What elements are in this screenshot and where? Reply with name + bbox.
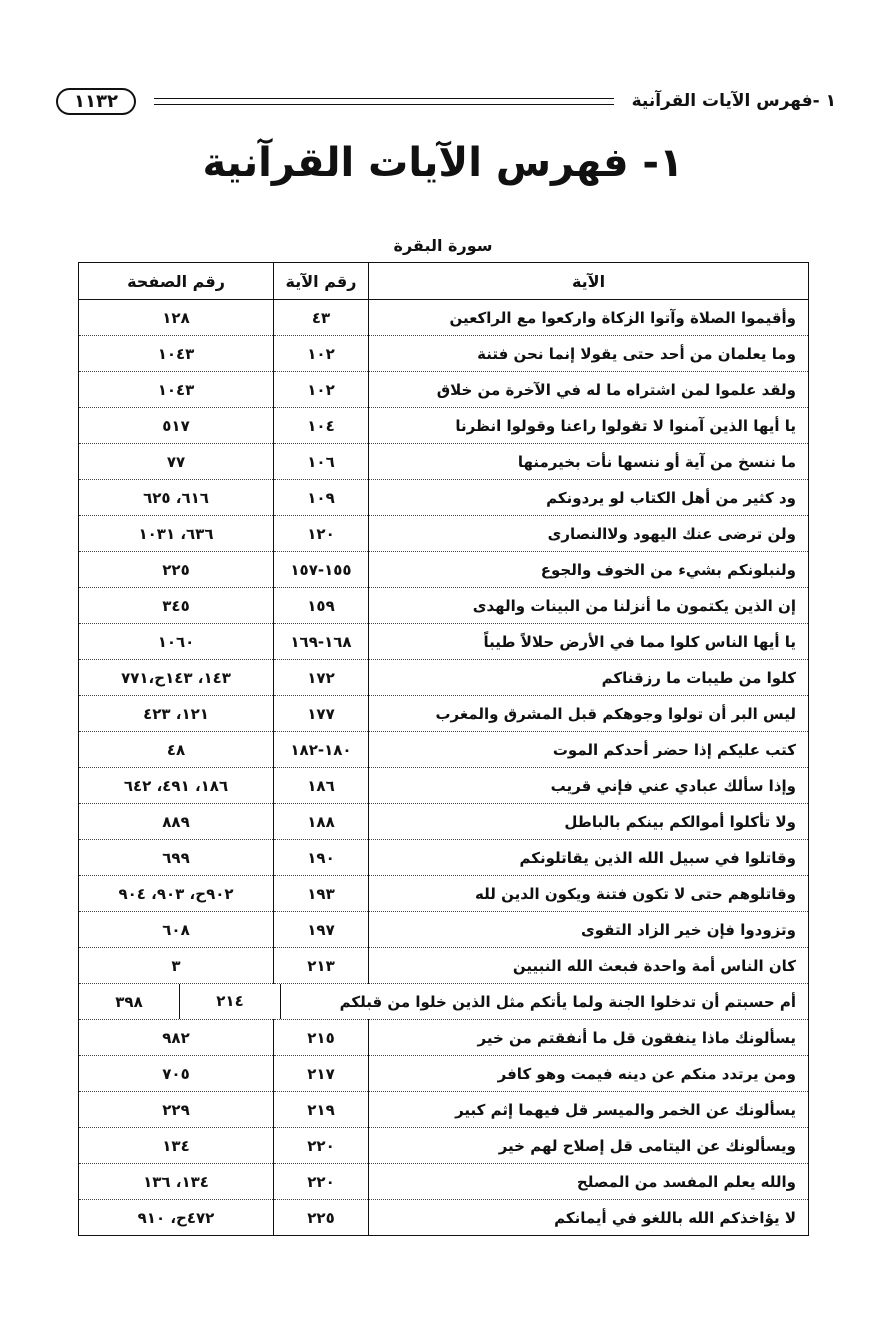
ayah-number-cell: ٢١٧ xyxy=(274,1056,369,1092)
page-number-cell: ٤٧٢ح، ٩١٠ xyxy=(79,1200,274,1236)
table-row xyxy=(79,768,809,804)
ayah-number-cell: ١٠٢ xyxy=(274,372,369,408)
table-row xyxy=(79,660,809,696)
verse-cell: وتزودوا فإن خير الزاد التقوى xyxy=(369,912,809,948)
table-row xyxy=(79,804,809,840)
table-row xyxy=(79,1200,809,1236)
table-row xyxy=(79,552,809,588)
page-number-cell: ٩٠٢ح، ٩٠٣، ٩٠٤ xyxy=(79,876,274,912)
table-row xyxy=(79,444,809,480)
verse-cell: والله يعلم المفسد من المصلح xyxy=(369,1164,809,1200)
verse-cell: كتب عليكم إذا حضر أحدكم الموت xyxy=(369,732,809,768)
table-row xyxy=(79,948,809,984)
verse-cell: ولن ترضى عنك اليهود ولاالنصارى xyxy=(369,516,809,552)
page-number-cell: ٣ xyxy=(79,948,274,984)
verse-cell: ما ننسخ من آية أو ننسها نأت بخيرمنها xyxy=(369,444,809,480)
table-row xyxy=(79,480,809,516)
table-row xyxy=(79,1128,809,1164)
running-title: ١ -فهرس الآيات القرآنية xyxy=(631,91,836,111)
table-row xyxy=(79,588,809,624)
ayah-number-cell: ١٧٢ xyxy=(274,660,369,696)
ayah-number-cell: ١٥٩ xyxy=(274,588,369,624)
page-title: ١- فهرس الآيات القرآنية xyxy=(202,140,684,186)
ayah-number-cell: ٢١٥ xyxy=(274,1020,369,1056)
verse-cell: كلوا من طيبات ما رزقناكم xyxy=(369,660,809,696)
page-number: ١١٣٢ xyxy=(56,88,136,115)
verse-cell: وما يعلمان من أحد حتى يقولا إنما نحن فتنة xyxy=(369,336,809,372)
table-row xyxy=(79,300,809,336)
verse-cell: يا أيها الناس كلوا مما في الأرض حلالاً طيباً xyxy=(369,624,809,660)
ayah-number-cell: ٢١٤ xyxy=(179,984,281,1019)
ayah-number-cell: ١٠٦ xyxy=(274,444,369,480)
ayah-number-cell: ٤٣ xyxy=(274,300,369,336)
header-page-number: رقم الصفحة xyxy=(79,263,274,300)
page-number-cell: ٦٩٩ xyxy=(79,840,274,876)
table-row xyxy=(79,984,809,1020)
table-row xyxy=(79,372,809,408)
surah-title: سورة البقرة xyxy=(393,236,493,255)
table-row xyxy=(79,624,809,660)
page-number-cell: ١٢٨ xyxy=(79,300,274,336)
verse-cell: ولقد علموا لمن اشتراه ما له في الآخرة من خلاق xyxy=(369,372,809,408)
page-number-cell: ٩٨٢ xyxy=(79,1020,274,1056)
page-number-cell: ٦٣٦، ١٠٣١ xyxy=(79,516,274,552)
page-header xyxy=(56,86,836,116)
ayah-number-cell: ٢٢٥ xyxy=(274,1200,369,1236)
verse-cell: ويسألونك عن اليتامى قل إصلاح لهم خير xyxy=(369,1128,809,1164)
page-number-cell: ١٠٦٠ xyxy=(79,624,274,660)
header-rule xyxy=(154,98,614,105)
page-number-cell: ٢٢٥ xyxy=(79,552,274,588)
verse-cell: ليس البر أن تولوا وجوهكم قبل المشرق والمغرب xyxy=(369,696,809,732)
verse-cell: يسألونك ماذا ينفقون قل ما أنفقتم من خير xyxy=(369,1020,809,1056)
verse-cell: وقاتلوهم حتى لا تكون فتنة ويكون الدين لله xyxy=(369,876,809,912)
ayah-number-cell: ١٦٨-١٦٩ xyxy=(274,624,369,660)
ayah-number-cell: ١٥٥-١٥٧ xyxy=(274,552,369,588)
header-verse: الآية xyxy=(369,263,809,300)
page-number-cell: ١٤٣، ١٤٣ح،٧٧١ xyxy=(79,660,274,696)
header-ayah-number: رقم الآية xyxy=(274,263,369,300)
ayah-number-cell: ٢١٣ xyxy=(274,948,369,984)
page-number-cell: ٢٢٩ xyxy=(79,1092,274,1128)
ayah-number-cell: ١٨٠-١٨٢ xyxy=(274,732,369,768)
verse-cell: وأقيموا الصلاة وآتوا الزكاة واركعوا مع الراكعين xyxy=(369,300,809,336)
verse-cell: يسألونك عن الخمر والميسر قل فيهما إثم كبير xyxy=(369,1092,809,1128)
page-number-cell: ١٠٤٣ xyxy=(79,372,274,408)
table-row xyxy=(79,840,809,876)
table-row xyxy=(79,516,809,552)
table-row xyxy=(79,336,809,372)
ayah-number-cell: ١٩٠ xyxy=(274,840,369,876)
page-number-cell: ٣٤٥ xyxy=(79,588,274,624)
ayah-number-cell: ١٠٤ xyxy=(274,408,369,444)
ayah-number-cell: ٢٢٠ xyxy=(274,1164,369,1200)
table-row xyxy=(79,696,809,732)
table-row xyxy=(79,732,809,768)
verse-cell: ولا تأكلوا أموالكم بينكم بالباطل xyxy=(369,804,809,840)
page-number-cell: ٧٠٥ xyxy=(79,1056,274,1092)
verse-cell: ولنبلونكم بشيء من الخوف والجوع xyxy=(369,552,809,588)
verse-cell: كان الناس أمة واحدة فبعث الله النبيين xyxy=(369,948,809,984)
table-row xyxy=(79,1020,809,1056)
verse-index-table xyxy=(78,262,809,1236)
table-row xyxy=(79,876,809,912)
verse-cell: وقاتلوا في سبيل الله الذين يقاتلونكم xyxy=(369,840,809,876)
page-number-cell: ١٣٤، ١٣٦ xyxy=(79,1164,274,1200)
verse-cell: إن الذين يكتمون ما أنزلنا من البينات والهدى xyxy=(369,588,809,624)
ayah-number-cell: ٢٢٠ xyxy=(274,1128,369,1164)
verse-cell: ود كثير من أهل الكتاب لو يردونكم xyxy=(369,480,809,516)
ayah-number-cell: ١٠٢ xyxy=(274,336,369,372)
ayah-number-cell: ١٩٧ xyxy=(274,912,369,948)
page-number-cell: ٥١٧ xyxy=(79,408,274,444)
ayah-number-cell: ١٢٠ xyxy=(274,516,369,552)
page-number-cell: ١٨٦، ٤٩١، ٦٤٢ xyxy=(79,768,274,804)
verse-cell: لا يؤاخذكم الله باللغو في أيمانكم xyxy=(369,1200,809,1236)
wide-row-cell xyxy=(79,984,809,1020)
table-header-row xyxy=(79,263,809,300)
ayah-number-cell: ١٧٧ xyxy=(274,696,369,732)
wide-row-inner xyxy=(79,984,808,1019)
table-body xyxy=(79,300,809,1236)
table-row xyxy=(79,1092,809,1128)
ayah-number-cell: ١٩٣ xyxy=(274,876,369,912)
ayah-number-cell: ١٠٩ xyxy=(274,480,369,516)
page-number-cell: ١٢١، ٤٢٣ xyxy=(79,696,274,732)
table-row xyxy=(79,1164,809,1200)
page-number-cell: ٤٨ xyxy=(79,732,274,768)
page-number-cell: ٦١٦، ٦٢٥ xyxy=(79,480,274,516)
verse-cell: ومن يرتدد منكم عن دينه فيمت وهو كافر xyxy=(369,1056,809,1092)
page-number-cell: ٧٧ xyxy=(79,444,274,480)
page-number-cell: ٨٨٩ xyxy=(79,804,274,840)
ayah-number-cell: ٢١٩ xyxy=(274,1092,369,1128)
verse-cell: أم حسبتم أن تدخلوا الجنة ولما يأتكم مثل الذين خلوا من قبلكم xyxy=(339,992,796,1011)
table-row xyxy=(79,912,809,948)
ayah-number-cell: ١٨٦ xyxy=(274,768,369,804)
ayah-number-cell: ١٨٨ xyxy=(274,804,369,840)
table-row xyxy=(79,1056,809,1092)
page-number-cell: ١٣٤ xyxy=(79,1128,274,1164)
page-number-cell: ٦٠٨ xyxy=(79,912,274,948)
verse-cell: وإذا سألك عبادي عني فإني قريب xyxy=(369,768,809,804)
page-number-cell: ١٠٤٣ xyxy=(79,336,274,372)
table-row xyxy=(79,408,809,444)
page-number-cell: ٣٩٨ xyxy=(115,992,143,1011)
verse-cell: يا أيها الذين آمنوا لا تقولوا راعنا وقولوا انظرنا xyxy=(369,408,809,444)
